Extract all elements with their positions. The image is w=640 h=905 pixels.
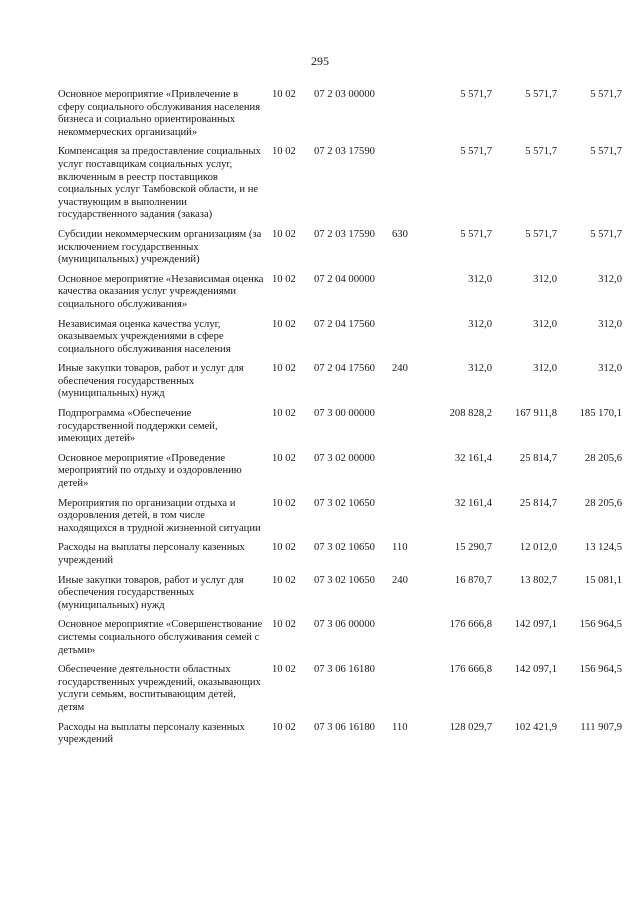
row-section-code: 10 02 <box>272 228 296 240</box>
row-section-code: 10 02 <box>272 273 296 285</box>
row-amount-year-2: 5 571,7 <box>525 146 557 158</box>
row-name: Основное мероприятие «Привлечение в сферу социального обслуживания населения бизнеса и социально ориентированных некоммерческих организаций» <box>58 89 261 138</box>
row-expense-type <box>392 498 418 543</box>
row-expense-type: 630 <box>392 228 408 240</box>
row-amount-year-1: 312,0 <box>468 318 492 330</box>
row-name: Компенсация за предоставление социальных услуг поставщикам социальных услуг, включенным в реестр поставщиков социальных услуг Тамбовской области, и не участвующим в выполнении государственного задания (заказа) <box>58 146 261 221</box>
row-amount-year-3: 15 081,1 <box>584 574 622 586</box>
row-amount-year-3: 13 124,5 <box>584 542 622 554</box>
row-name: Мероприятия по организации отдыха и оздоровления детей, в том числе находящихся в трудной жизненной ситуации <box>58 497 261 534</box>
table-row <box>58 498 622 543</box>
row-expense-type <box>392 619 418 664</box>
row-amount-year-1: 15 290,7 <box>454 542 492 554</box>
table-row <box>58 89 622 146</box>
row-target-code: 07 3 02 10650 <box>314 574 375 586</box>
row-section-code: 10 02 <box>272 408 296 420</box>
row-name: Обеспечение деятельности областных государственных учреждений, оказывающих услуги семьям, воспитывающим детей, детям <box>58 664 261 713</box>
row-target-code: 07 2 03 17590 <box>314 228 375 240</box>
row-expense-type: 110 <box>392 542 408 554</box>
row-amount-year-1: 5 571,7 <box>460 89 492 100</box>
row-amount-year-3: 28 205,6 <box>584 497 622 509</box>
row-section-code: 10 02 <box>272 146 296 158</box>
row-target-code: 07 2 04 00000 <box>314 273 375 285</box>
row-section-code: 10 02 <box>272 542 296 554</box>
row-amount-year-1: 5 571,7 <box>460 146 492 158</box>
page-number: 295 <box>311 54 329 68</box>
table-row <box>58 408 622 453</box>
row-section-code: 10 02 <box>272 452 296 464</box>
row-section-code: 10 02 <box>272 318 296 330</box>
row-amount-year-3: 156 964,5 <box>579 664 622 676</box>
row-amount-year-2: 25 814,7 <box>519 497 557 509</box>
table-row <box>58 274 622 319</box>
row-amount-year-2: 102 421,9 <box>514 721 557 733</box>
row-amount-year-2: 142 097,1 <box>514 619 557 631</box>
row-amount-year-1: 32 161,4 <box>454 497 492 509</box>
row-target-code: 07 3 00 00000 <box>314 408 375 420</box>
row-section-code: 10 02 <box>272 721 296 733</box>
row-amount-year-2: 167 911,8 <box>515 408 557 420</box>
row-amount-year-3: 111 907,9 <box>580 721 622 733</box>
row-amount-year-1: 32 161,4 <box>454 452 492 464</box>
row-expense-type: 240 <box>392 574 408 586</box>
row-amount-year-2: 312,0 <box>533 363 557 375</box>
row-name: Основное мероприятие «Совершенствование системы социального обслуживания семей с детьми» <box>58 619 263 656</box>
row-name: Субсидии некоммерческим организациям (за исключением государственных (муниципальных) учреждений) <box>58 228 262 266</box>
row-target-code: 07 2 03 00000 <box>314 89 375 100</box>
row-expense-type <box>392 453 418 498</box>
row-amount-year-2: 12 012,0 <box>519 542 557 554</box>
row-amount-year-3: 28 205,6 <box>584 452 622 464</box>
row-amount-year-1: 208 828,2 <box>449 408 492 420</box>
row-target-code: 07 3 02 00000 <box>314 452 375 464</box>
row-name: Расходы на выплаты персоналу казенных учреждений <box>58 542 245 566</box>
row-section-code: 10 02 <box>272 619 296 631</box>
row-section-code: 10 02 <box>272 497 296 509</box>
table-row <box>58 722 622 754</box>
row-name: Подпрограмма «Обеспечение государственной поддержки семей, имеющих детей» <box>58 408 218 445</box>
row-amount-year-1: 312,0 <box>468 363 492 375</box>
row-target-code: 07 3 02 10650 <box>314 542 375 554</box>
table-row <box>58 363 622 408</box>
row-amount-year-3: 312,0 <box>598 318 622 330</box>
table-row <box>58 542 622 574</box>
row-target-code: 07 3 06 16180 <box>314 664 375 676</box>
row-amount-year-1: 176 666,8 <box>449 664 492 676</box>
row-amount-year-3: 5 571,7 <box>590 146 622 158</box>
row-expense-type <box>392 146 418 229</box>
row-target-code: 07 2 03 17590 <box>314 146 375 158</box>
row-target-code: 07 2 04 17560 <box>314 363 375 375</box>
row-target-code: 07 3 06 16180 <box>314 721 375 733</box>
row-amount-year-2: 5 571,7 <box>525 228 557 240</box>
row-expense-type: 240 <box>392 363 408 375</box>
row-amount-year-2: 13 802,7 <box>519 574 557 586</box>
row-amount-year-1: 16 870,7 <box>454 574 492 586</box>
row-section-code: 10 02 <box>272 664 296 676</box>
row-amount-year-3: 5 571,7 <box>590 228 622 240</box>
row-expense-type <box>392 274 418 319</box>
row-amount-year-2: 5 571,7 <box>525 89 557 100</box>
row-name: Независимая оценка качества услуг, оказываемых учреждениями в сфере социального обслуживания населения <box>58 318 231 355</box>
row-amount-year-3: 5 571,7 <box>590 89 622 100</box>
row-target-code: 07 2 04 17560 <box>314 318 375 330</box>
row-amount-year-2: 25 814,7 <box>519 452 557 464</box>
table-row <box>58 453 622 498</box>
row-amount-year-2: 142 097,1 <box>514 664 557 676</box>
table-row <box>58 664 622 721</box>
row-expense-type <box>392 319 418 364</box>
row-expense-type <box>392 89 418 146</box>
row-section-code: 10 02 <box>272 363 296 375</box>
row-amount-year-2: 312,0 <box>533 273 557 285</box>
row-section-code: 10 02 <box>272 89 296 100</box>
row-name: Иные закупки товаров, работ и услуг для обеспечения государственных (муниципальных) нужд <box>58 574 244 611</box>
row-amount-year-1: 176 666,8 <box>449 619 492 631</box>
row-amount-year-2: 312,0 <box>533 318 557 330</box>
row-amount-year-1: 5 571,7 <box>460 228 492 240</box>
row-amount-year-3: 156 964,5 <box>579 619 622 631</box>
row-name: Основное мероприятие «Проведение мероприятий по отдыху и оздоровлению детей» <box>58 452 242 490</box>
budget-table <box>58 89 622 754</box>
row-expense-type <box>392 664 418 721</box>
budget-table-body <box>58 89 622 754</box>
row-amount-year-1: 128 029,7 <box>449 721 492 733</box>
row-target-code: 07 3 06 00000 <box>314 619 375 631</box>
row-amount-year-3: 312,0 <box>598 363 622 375</box>
row-amount-year-3: 185 170,1 <box>579 408 622 420</box>
row-amount-year-1: 312,0 <box>468 273 492 285</box>
row-target-code: 07 3 02 10650 <box>314 497 375 509</box>
table-row <box>58 619 622 664</box>
row-expense-type <box>392 408 418 453</box>
row-expense-type: 110 <box>392 721 408 733</box>
row-amount-year-3: 312,0 <box>598 273 622 285</box>
row-name: Иные закупки товаров, работ и услуг для обеспечения государственных (муниципальных) нужд <box>58 363 244 400</box>
row-name: Расходы на выплаты персоналу казенных учреждений <box>58 721 245 746</box>
row-section-code: 10 02 <box>272 574 296 586</box>
table-row <box>58 575 622 620</box>
table-row <box>58 229 622 274</box>
table-row <box>58 146 622 229</box>
row-name: Основное мероприятие «Независимая оценка качества оказания услуг учреждениями социального обслуживания» <box>58 273 264 310</box>
table-row <box>58 319 622 364</box>
